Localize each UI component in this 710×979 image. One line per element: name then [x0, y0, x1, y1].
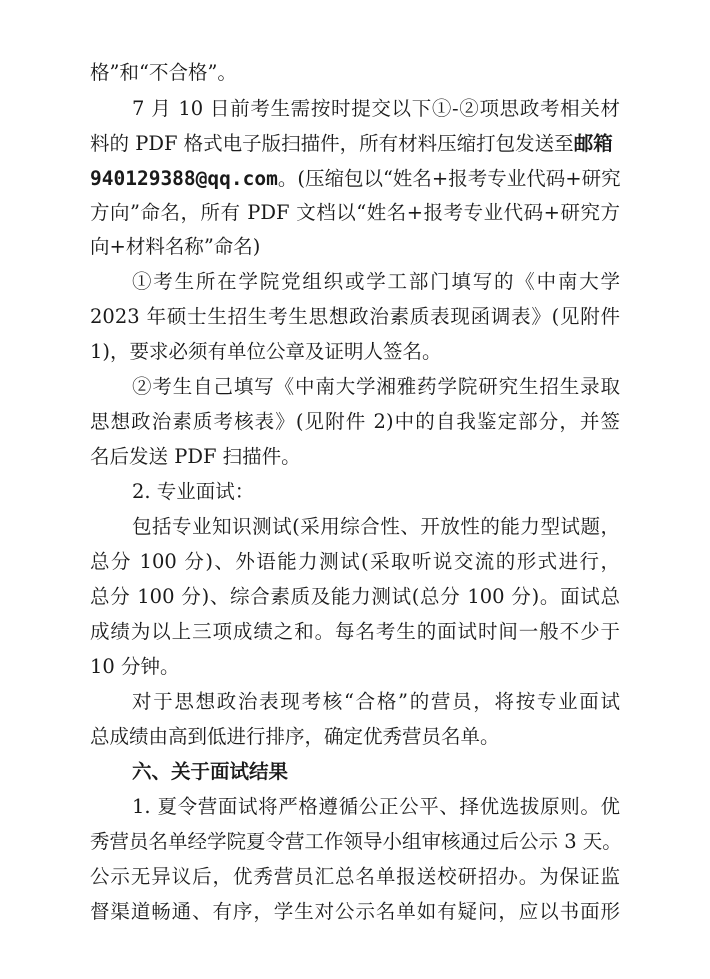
item-1-line-2: 2023 年硕士生招生考生思想政治素质表现函调表》(见附件	[90, 305, 620, 328]
item-2-line-3: 名后发送 PDF 扫描件。	[90, 445, 301, 468]
results-line-2: 秀营员名单经学院夏令营工作领导小组审核通过后公示 3 天。	[90, 830, 622, 853]
interview-line-1: 包括专业知识测试(采用综合性、开放性的能力型试题，	[132, 515, 620, 538]
email-label: 邮箱	[573, 132, 613, 155]
text-line: 格”和“不合格”。	[90, 61, 237, 84]
email-address: 940129388@qq.com	[90, 167, 278, 190]
interview-line-5: 10 分钟。	[90, 655, 180, 678]
paragraph-submission-line-5: 向+材料名称”命名)	[90, 235, 261, 258]
text-span: 料的 PDF 格式电子版扫描件，所有材料压缩打包发送至	[90, 132, 574, 155]
results-line-4: 督渠道畅通、有序，学生对公示名单如有疑问，应以书面形	[90, 900, 620, 923]
section-heading-interview: 2. 专业面试：	[132, 480, 255, 503]
paragraph-submission-line-3	[90, 166, 620, 192]
interview-line-3: 总分 100 分)、综合素质及能力测试(总分 100 分)。面试总	[90, 585, 620, 608]
item-1-line-1: ①考生所在学院党组织或学工部门填写的《中南大学	[132, 270, 620, 293]
interview-line-2: 总分 100 分)、外语能力测试(采取听说交流的形式进行，	[90, 550, 620, 573]
paragraph-submission-line-1: 7 月 10 日前考生需按时提交以下①-②项思政考相关材	[132, 97, 620, 120]
ranking-line-1: 对于思想政治表现考核“合格”的营员，将按专业面试	[132, 690, 620, 713]
results-line-1: 1. 夏令营面试将严格遵循公正公平、择优选拔原则。优	[132, 795, 620, 818]
text-span: 。(压缩包以“姓名+报考专业代码+研究	[277, 167, 621, 190]
item-1-line-3: 1)，要求必须有单位公章及证明人签名。	[90, 340, 442, 363]
paragraph-submission-line-4: 方向”命名，所有 PDF 文档以“姓名+报考专业代码+研究方	[90, 201, 620, 224]
results-line-3: 公示无异议后，优秀营员汇总名单报送校研招办。为保证监	[90, 865, 620, 888]
interview-line-4: 成绩为以上三项成绩之和。每名考生的面试时间一般不少于	[90, 620, 620, 643]
item-2-line-1: ②考生自己填写《中南大学湘雅药学院研究生招生录取	[132, 375, 620, 398]
paragraph-submission-line-2	[90, 131, 613, 157]
item-2-line-2: 思想政治素质考核表》(见附件 2)中的自我鉴定部分，并签	[90, 410, 620, 433]
section-heading-results: 六、关于面试结果	[132, 760, 289, 783]
ranking-line-2: 总成绩由高到低进行排序，确定优秀营员名单。	[90, 725, 500, 748]
